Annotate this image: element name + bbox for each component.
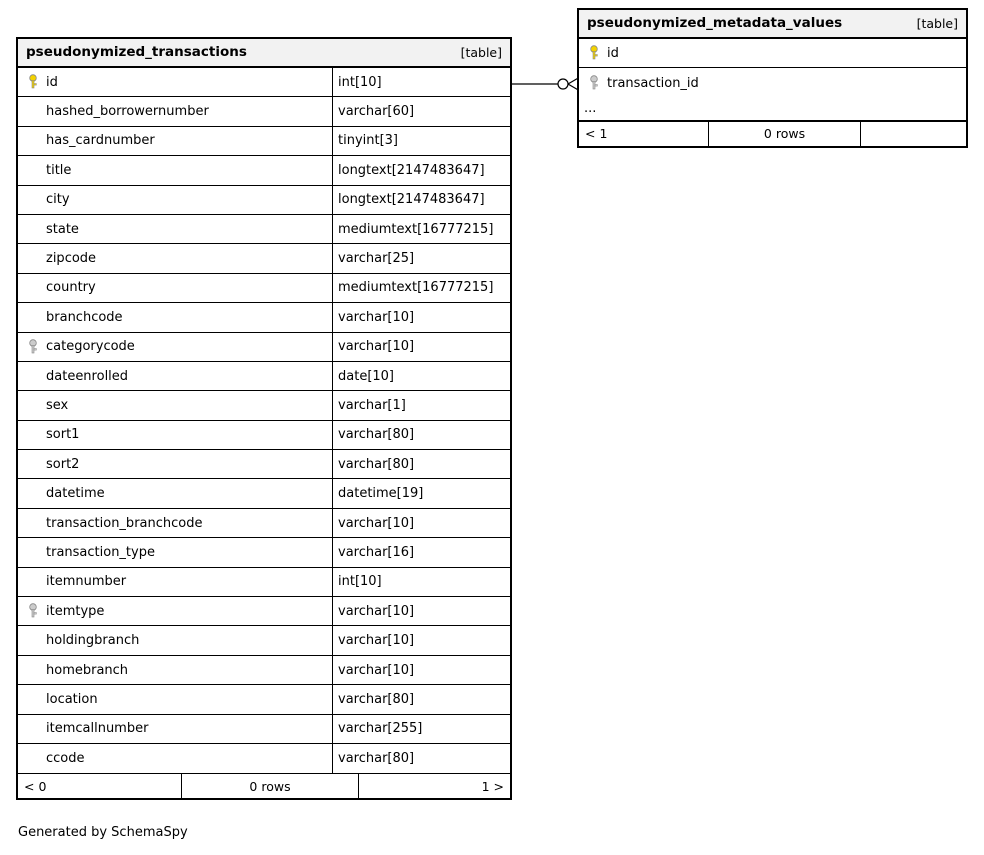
table-row[interactable] xyxy=(18,215,510,244)
table-row[interactable] xyxy=(18,597,510,626)
column-name-cell xyxy=(18,303,332,331)
table-row[interactable] xyxy=(18,303,510,332)
column-type-label: varchar[25] xyxy=(338,251,415,267)
column-type-cell xyxy=(332,597,510,625)
column-type-label: mediumtext[16777215] xyxy=(338,221,494,237)
table-type-tag: [table] xyxy=(916,15,958,31)
column-name-label: title xyxy=(46,162,72,178)
column-name-cell xyxy=(18,568,332,596)
column-name-label: transaction_branchcode xyxy=(46,515,203,531)
column-name-label: datetime xyxy=(46,486,105,502)
table-pseudonymized-transactions[interactable] xyxy=(16,37,512,800)
column-type-label: varchar[80] xyxy=(338,456,415,472)
column-name-cell xyxy=(18,186,332,214)
column-name-label: itemnumber xyxy=(46,574,127,590)
column-name-label: state xyxy=(46,221,79,237)
index-key-icon xyxy=(24,603,42,619)
table-row[interactable] xyxy=(18,744,510,773)
relationship-connector xyxy=(510,68,582,100)
column-name-cell xyxy=(18,656,332,684)
column-name-cell xyxy=(18,626,332,654)
column-type-label: tinyint[3] xyxy=(338,133,399,149)
table-row[interactable] xyxy=(18,97,510,126)
column-type-cell xyxy=(332,362,510,390)
column-name-label: sort1 xyxy=(46,427,80,443)
table-header xyxy=(579,10,966,39)
column-name-cell xyxy=(18,479,332,507)
column-type-cell xyxy=(332,391,510,419)
column-name-cell xyxy=(18,97,332,125)
column-name-label: id xyxy=(46,74,58,90)
column-name-cell xyxy=(18,744,332,773)
index-key-icon xyxy=(24,339,42,355)
pager-next[interactable] xyxy=(861,122,966,146)
column-type-cell xyxy=(332,715,510,743)
column-type-cell xyxy=(332,626,510,654)
table-row[interactable] xyxy=(18,127,510,156)
column-type-label: varchar[80] xyxy=(338,751,415,767)
column-name-label: ccode xyxy=(46,751,85,767)
column-name-label: zipcode xyxy=(46,251,97,267)
column-type-cell xyxy=(332,244,510,272)
column-type-cell xyxy=(332,215,510,243)
column-name-label: transaction_id xyxy=(607,75,699,91)
column-type-cell xyxy=(332,127,510,155)
table-pager[interactable] xyxy=(18,773,510,798)
column-name-cell xyxy=(18,450,332,478)
column-type-cell xyxy=(332,685,510,713)
primary-key-icon xyxy=(585,45,603,61)
table-pseudonymized-metadata-values[interactable] xyxy=(577,8,968,148)
table-row[interactable] xyxy=(18,156,510,185)
column-name-label: homebranch xyxy=(46,662,129,678)
column-type-label: varchar[1] xyxy=(338,397,406,413)
column-name-cell xyxy=(18,244,332,272)
column-name-label: id xyxy=(607,45,619,61)
column-type-label: varchar[10] xyxy=(338,339,415,355)
column-type-cell xyxy=(332,538,510,566)
column-type-label: varchar[10] xyxy=(338,309,415,325)
table-row[interactable] xyxy=(18,333,510,362)
table-row[interactable] xyxy=(18,509,510,538)
column-type-label: varchar[10] xyxy=(338,515,415,531)
column-name-label: sex xyxy=(46,397,69,413)
column-name-cell xyxy=(18,156,332,184)
column-type-label: longtext[2147483647] xyxy=(338,162,485,178)
column-type-label: mediumtext[16777215] xyxy=(338,280,494,296)
column-name-cell xyxy=(18,274,332,302)
table-row[interactable] xyxy=(18,479,510,508)
column-type-label: varchar[60] xyxy=(338,104,415,120)
column-name-label: transaction_type xyxy=(46,544,155,560)
table-pager[interactable] xyxy=(579,121,966,146)
column-type-label: varchar[10] xyxy=(338,603,415,619)
pager-prev[interactable]: < 0 xyxy=(24,778,47,794)
column-type-cell xyxy=(332,97,510,125)
column-name-label: categorycode xyxy=(46,339,135,355)
table-type-tag: [table] xyxy=(460,44,502,60)
column-name-label: holdingbranch xyxy=(46,633,140,649)
column-name-label: dateenrolled xyxy=(46,368,129,384)
column-type-label: longtext[2147483647] xyxy=(338,192,485,208)
column-type-label: varchar[255] xyxy=(338,721,423,737)
column-type-cell xyxy=(332,744,510,773)
column-type-label: varchar[80] xyxy=(338,691,415,707)
column-type-label: varchar[10] xyxy=(338,662,415,678)
column-type-cell xyxy=(332,450,510,478)
table-column-list xyxy=(579,39,966,98)
column-type-cell xyxy=(332,421,510,449)
column-name-cell xyxy=(579,68,966,97)
table-row[interactable] xyxy=(18,656,510,685)
more-columns-indicator: ... xyxy=(579,98,966,121)
table-row[interactable] xyxy=(18,568,510,597)
column-name-label: branchcode xyxy=(46,309,123,325)
column-name-label: has_cardnumber xyxy=(46,133,155,149)
column-type-cell xyxy=(332,186,510,214)
column-name-label: itemcallnumber xyxy=(46,721,149,737)
table-row[interactable] xyxy=(18,68,510,97)
generated-by-label: Generated by SchemaSpy xyxy=(18,825,188,840)
column-name-cell xyxy=(18,715,332,743)
table-row[interactable] xyxy=(18,362,510,391)
table-row[interactable] xyxy=(18,450,510,479)
column-name-cell xyxy=(18,685,332,713)
column-name-cell xyxy=(18,333,332,361)
table-row[interactable] xyxy=(18,391,510,420)
column-name-cell xyxy=(18,597,332,625)
index-key-icon xyxy=(585,75,603,91)
column-name-label: location xyxy=(46,691,98,707)
column-type-cell xyxy=(332,68,510,96)
table-header xyxy=(18,39,510,68)
column-type-label: int[10] xyxy=(338,574,382,590)
column-type-cell xyxy=(332,479,510,507)
pager-next[interactable]: 1 > xyxy=(481,778,504,794)
column-type-cell xyxy=(332,156,510,184)
primary-key-icon xyxy=(24,74,42,90)
column-name-cell xyxy=(18,215,332,243)
column-name-cell xyxy=(18,68,332,96)
table-row[interactable] xyxy=(18,186,510,215)
column-name-cell xyxy=(18,362,332,390)
column-name-cell xyxy=(18,391,332,419)
column-name-cell xyxy=(18,127,332,155)
column-type-cell xyxy=(332,303,510,331)
column-type-label: datetime[19] xyxy=(338,486,424,502)
column-type-label: date[10] xyxy=(338,368,394,384)
column-name-label: country xyxy=(46,280,96,296)
column-name-cell xyxy=(579,39,966,67)
column-type-cell xyxy=(332,333,510,361)
pager-rowcount: 0 rows xyxy=(181,774,359,798)
table-row[interactable] xyxy=(18,244,510,273)
table-row[interactable] xyxy=(18,274,510,303)
table-title: pseudonymized_transactions xyxy=(26,44,247,60)
table-row[interactable] xyxy=(18,626,510,655)
column-name-cell xyxy=(18,538,332,566)
column-name-label: city xyxy=(46,192,70,208)
table-row[interactable] xyxy=(18,538,510,567)
pager-prev[interactable]: < 1 xyxy=(585,126,608,142)
table-row[interactable] xyxy=(579,39,966,68)
column-type-label: varchar[16] xyxy=(338,544,415,560)
column-name-label: hashed_borrowernumber xyxy=(46,104,209,120)
table-row[interactable] xyxy=(579,68,966,97)
table-row[interactable] xyxy=(18,685,510,714)
column-name-cell xyxy=(18,509,332,537)
column-type-cell xyxy=(332,568,510,596)
column-name-label: sort2 xyxy=(46,456,80,472)
column-name-cell xyxy=(18,421,332,449)
column-type-label: int[10] xyxy=(338,74,382,90)
table-title: pseudonymized_metadata_values xyxy=(587,15,843,31)
column-type-cell xyxy=(332,656,510,684)
column-type-cell xyxy=(332,274,510,302)
column-type-cell xyxy=(332,509,510,537)
pager-rowcount: 0 rows xyxy=(708,122,861,146)
column-type-label: varchar[80] xyxy=(338,427,415,443)
column-type-label: varchar[10] xyxy=(338,633,415,649)
table-row[interactable] xyxy=(18,715,510,744)
column-name-label: itemtype xyxy=(46,603,105,619)
table-row[interactable] xyxy=(18,421,510,450)
table-column-list xyxy=(18,68,510,773)
